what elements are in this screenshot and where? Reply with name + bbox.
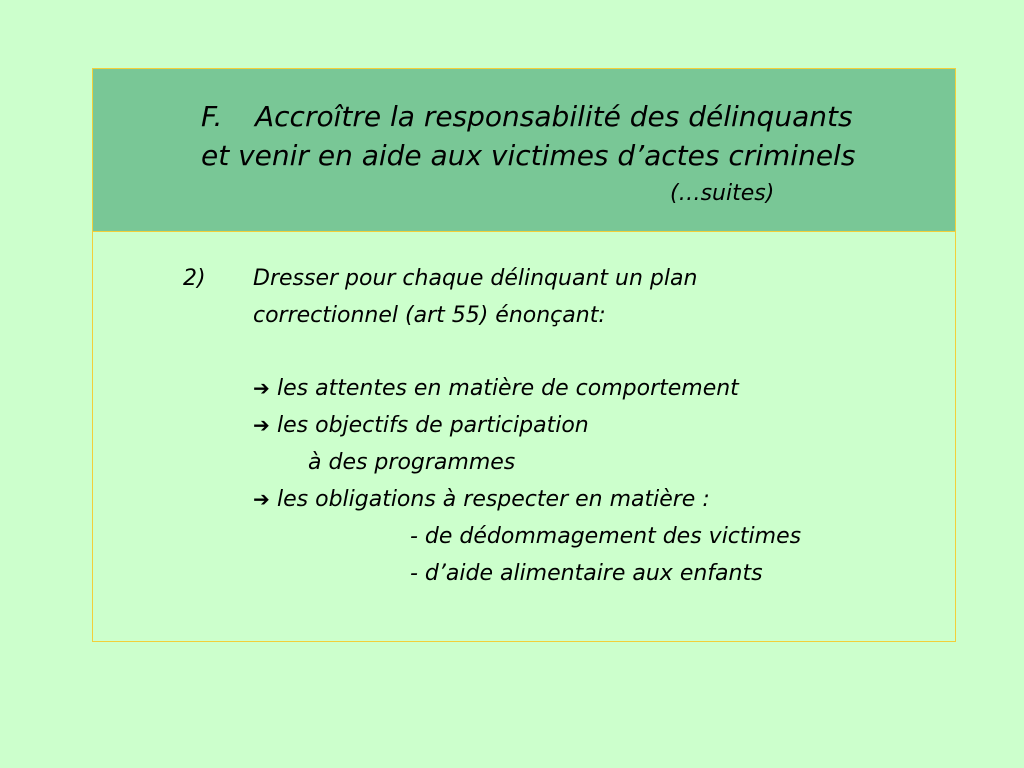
bullet-text: les objectifs de participation	[277, 413, 589, 438]
title-band	[93, 69, 955, 232]
item-text-line-1: Dresser pour chaque délinquant un plan	[253, 266, 698, 291]
bullet-item-behavior	[253, 374, 739, 403]
title-section-letter: F.	[201, 100, 223, 133]
arrow-right-icon: ➔	[253, 413, 270, 437]
slide-frame	[92, 68, 956, 642]
arrow-right-icon: ➔	[253, 376, 270, 400]
bullet-item-participation	[253, 411, 589, 440]
bullet-item-obligations	[253, 485, 710, 514]
subitem-compensation: - de dédommagement des victimes	[410, 524, 802, 549]
bullet-text: les attentes en matière de comportement	[277, 376, 739, 401]
title-line-1	[201, 100, 853, 134]
item-text-line-2: correctionnel (art 55) énonçant:	[253, 303, 606, 328]
bullet-continuation: à des programmes	[308, 450, 516, 475]
arrow-right-icon: ➔	[253, 487, 270, 511]
subitem-child-support: - d’aide alimentaire aux enfants	[410, 561, 763, 586]
item-number: 2)	[183, 266, 206, 291]
title-line-2: et venir en aide aux victimes d’actes criminels	[201, 139, 856, 172]
title-continuation: (…suites)	[670, 181, 775, 206]
bullet-text: les obligations à respecter en matière :	[277, 487, 710, 512]
title-text-line-1: Accroître la responsabilité des délinquants	[255, 100, 853, 133]
